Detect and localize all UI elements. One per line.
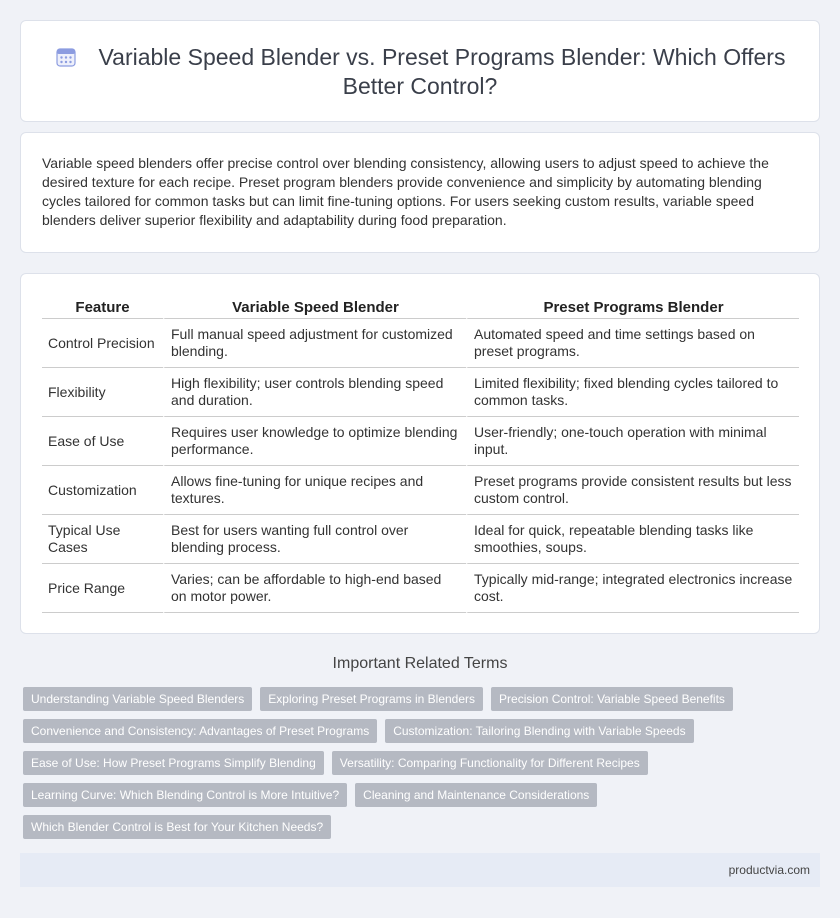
page-title-row xyxy=(45,43,795,101)
feature-cell: Control Precision xyxy=(42,319,163,368)
intro-card xyxy=(20,132,820,253)
calendar-icon xyxy=(55,46,77,68)
table-row xyxy=(42,368,799,417)
feature-cell: Customization xyxy=(42,466,163,515)
variable-speed-cell: Allows fine-tuning for unique recipes and textures. xyxy=(163,466,466,515)
variable-speed-cell: Varies; can be affordable to high-end based on motor power. xyxy=(163,564,466,613)
table-header-row xyxy=(42,297,799,319)
page-title: Variable Speed Blender vs. Preset Programs Blender: Which Offers Better Control? xyxy=(98,44,786,99)
comparison-card xyxy=(20,273,820,634)
related-terms-heading: Important Related Terms xyxy=(332,655,508,672)
related-term-tag[interactable]: Which Blender Control is Best for Your Kitchen Needs? xyxy=(23,815,331,839)
related-term-tag[interactable]: Customization: Tailoring Blending with Variable Speeds xyxy=(385,719,693,743)
related-term-tag[interactable]: Precision Control: Variable Speed Benefits xyxy=(491,687,733,711)
preset-programs-cell: Ideal for quick, repeatable blending tasks like smoothies, soups. xyxy=(466,515,799,564)
comparison-table xyxy=(42,297,799,613)
feature-cell: Flexibility xyxy=(42,368,163,417)
table-row xyxy=(42,466,799,515)
footer-site-name[interactable]: productvia.com xyxy=(728,863,810,877)
related-term-tag[interactable]: Exploring Preset Programs in Blenders xyxy=(260,687,483,711)
preset-programs-cell: Preset programs provide consistent results but less custom control. xyxy=(466,466,799,515)
preset-programs-cell: Typically mid-range; integrated electronics increase cost. xyxy=(466,564,799,613)
preset-programs-cell: Limited flexibility; fixed blending cycles tailored to common tasks. xyxy=(466,368,799,417)
column-header-feature: Feature xyxy=(42,297,163,319)
related-term-tag[interactable]: Convenience and Consistency: Advantages of Preset Programs xyxy=(23,719,377,743)
title-card xyxy=(20,20,820,122)
preset-programs-cell: User-friendly; one-touch operation with minimal input. xyxy=(466,417,799,466)
related-terms-list xyxy=(23,687,803,839)
related-term-tag[interactable]: Learning Curve: Which Blending Control is More Intuitive? xyxy=(23,783,347,807)
variable-speed-cell: Requires user knowledge to optimize blending performance. xyxy=(163,417,466,466)
column-header-variable-speed: Variable Speed Blender xyxy=(163,297,466,319)
footer xyxy=(20,853,820,887)
variable-speed-cell: High flexibility; user controls blending speed and duration. xyxy=(163,368,466,417)
feature-cell: Typical Use Cases xyxy=(42,515,163,564)
related-term-tag[interactable]: Ease of Use: How Preset Programs Simplify Blending xyxy=(23,751,324,775)
related-term-tag[interactable]: Cleaning and Maintenance Considerations xyxy=(355,783,597,807)
table-row xyxy=(42,417,799,466)
related-term-tag[interactable]: Understanding Variable Speed Blenders xyxy=(23,687,252,711)
related-term-tag[interactable]: Versatility: Comparing Functionality for Different Recipes xyxy=(332,751,648,775)
intro-paragraph: Variable speed blenders offer precise control over blending consistency, allowing users to adjust speed to achieve the desired texture for each recipe. Preset program blenders provide convenience and simplicity by automating blending cycles tailored for common tasks but can limit fine-tuning options. For users seeking custom results, variable speed blenders deliver superior flexibility and adaptability during food preparation. xyxy=(42,155,769,228)
feature-cell: Ease of Use xyxy=(42,417,163,466)
table-row xyxy=(42,515,799,564)
variable-speed-cell: Best for users wanting full control over blending process. xyxy=(163,515,466,564)
preset-programs-cell: Automated speed and time settings based on preset programs. xyxy=(466,319,799,368)
feature-cell: Price Range xyxy=(42,564,163,613)
column-header-preset-programs: Preset Programs Blender xyxy=(466,297,799,319)
table-row xyxy=(42,564,799,613)
variable-speed-cell: Full manual speed adjustment for customized blending. xyxy=(163,319,466,368)
table-row xyxy=(42,319,799,368)
